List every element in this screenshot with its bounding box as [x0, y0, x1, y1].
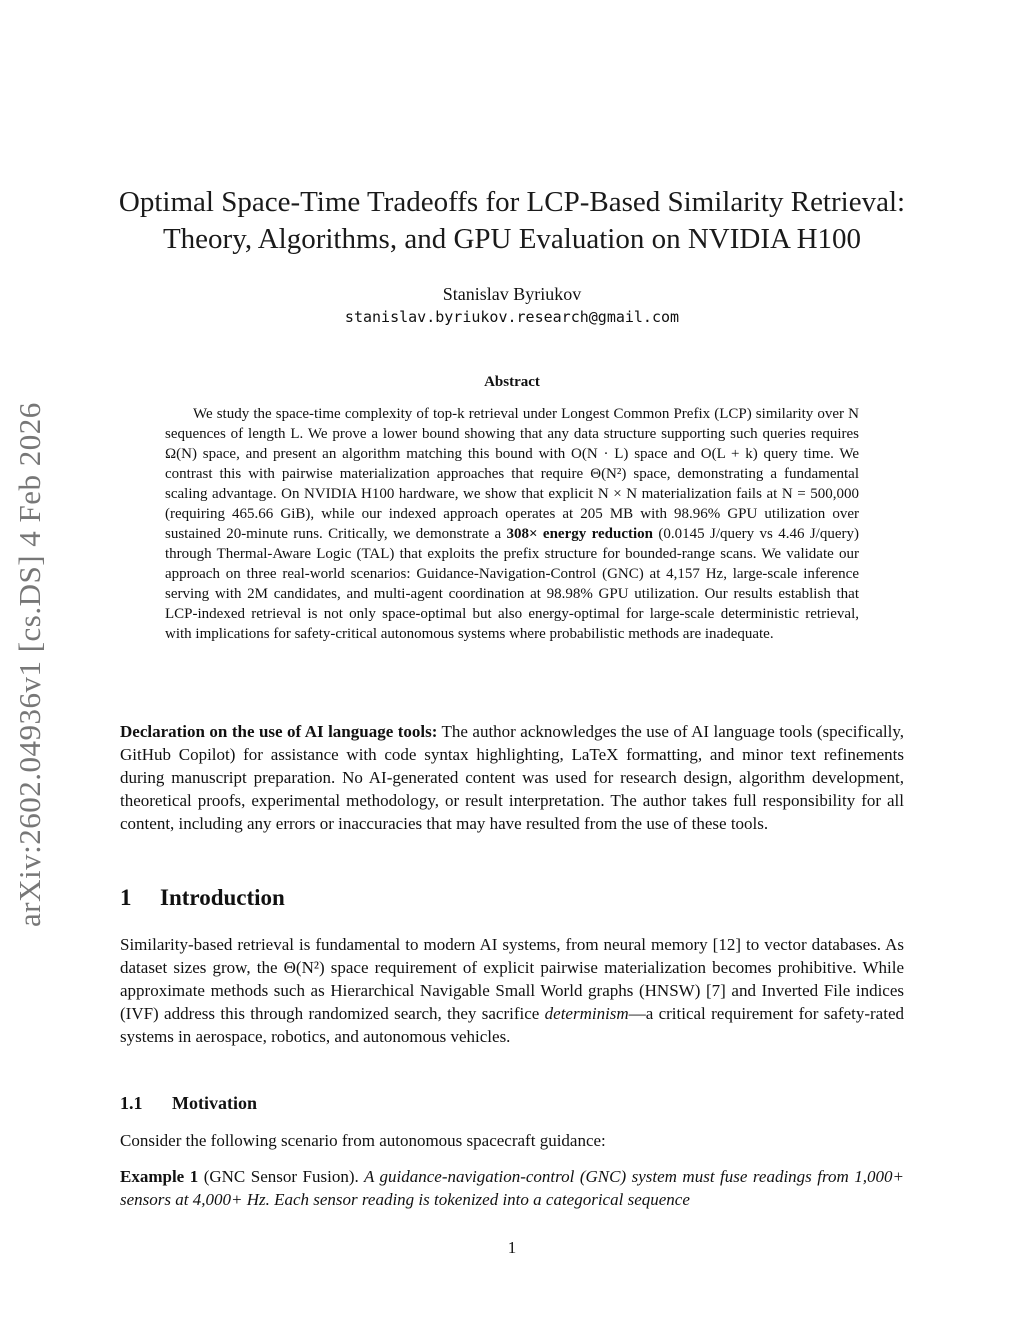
author-name: Stanislav Byriukov — [442, 284, 582, 304]
author-email[interactable]: stanislav.byriukov.research@gmail.com — [344, 308, 680, 326]
arxiv-identifier[interactable]: arXiv:2602.04936v1 [cs.DS] 4 Feb 2026 — [12, 402, 47, 928]
declaration-text: The author acknowledges the use of AI language tools (specifically, GitHub Copilot) for assistance with code syntax highlighting, LaTeX formatting, and minor text refinements during manuscript preparation. No AI-generated content was used for research design, algorithm development, theoretical proofs, experimental methodology, or result interpretation. The author takes full responsibility for all content, including any errors or inaccuracies that may have resulted from the use of these tools. — [120, 722, 904, 833]
ai-declaration — [120, 720, 904, 835]
intro-text-b: —a critical requirement for safety-rated systems in aerospace, robotics, and autonomous vehicles. — [120, 1004, 904, 1046]
abstract-heading: Abstract — [484, 374, 540, 390]
introduction-paragraph — [120, 933, 904, 1048]
abstract-text-part-2: (0.0145 J/query vs 4.46 J/query) through Thermal-Aware Logic (TAL) that exploits the prefix structure for bounded-range scans. We validate our approach on three real-world scenarios: Guidance-Navigation-Control (GNC) at 4,157 Hz, large-scale inference serving with 2M candidates, and multi-agent coordination at 98.98% GPU utilization. Our results establish that LCP-indexed retrieval is not only space-optimal but also energy-optimal for large-scale deterministic retrieval, with implications for safety-critical autonomous systems where probabilistic methods are inadequate. — [165, 526, 859, 642]
abstract-text — [165, 404, 859, 644]
declaration-label: Declaration on the use of AI language tools: — [120, 722, 438, 741]
example-caption: (GNC Sensor Fusion). — [198, 1167, 359, 1186]
subsection-number: 1.1 — [120, 1093, 143, 1113]
example-label: Example 1 — [120, 1167, 199, 1186]
example-block — [120, 1165, 904, 1211]
title-line-1: Optimal Space-Time Tradeoffs for LCP-Based Similarity Retrieval: — [118, 186, 906, 218]
intro-text-a: Similarity-based retrieval is fundamental to modern AI systems, from neural memory [12] to vector databases. As dataset sizes grow, the Θ(N²) space requirement of explicit pairwise materialization becomes prohibitive. While approximate methods such as Hierarchical Navigable Small World graphs (HNSW) [7] and Inverted File indices (IVF) address this through randomized search, they sacrifice — [120, 935, 904, 1023]
motivation-paragraph: Consider the following scenario from autonomous spacecraft guidance: — [120, 1131, 606, 1150]
section-number: 1 — [120, 885, 132, 910]
title-line-2: Theory, Algorithms, and GPU Evaluation on NVIDIA H100 — [162, 223, 862, 255]
subsection-heading-motivation — [120, 1093, 257, 1114]
paper-title — [100, 184, 924, 258]
page-number: 1 — [507, 1238, 517, 1257]
example-text: A guidance-navigation-control (GNC) system must fuse readings from 1,000+ sensors at 4,000+ Hz. Each sensor reading is tokenized into a categorical sequence — [120, 1167, 904, 1209]
section-heading-introduction — [120, 885, 285, 911]
abstract-highlight: 308× energy reduction — [506, 526, 654, 542]
abstract-text-part-1: We study the space-time complexity of top-k retrieval under Longest Common Prefix (LCP) similarity over N sequences of length L. We prove a lower bound showing that any data structure supporting such queries requires Ω(N) space, and present an algorithm matching this bound with O(N · L) space and O(L + k) query time. We contrast this with pairwise materialization approaches that require Θ(N²) space, demonstrating a fundamental scaling advantage. On NVIDIA H100 hardware, we show that explicit N × N materialization fails at N = 500,000 (requiring 465.66 GiB), while our indexed approach operates at 205 MB with 98.96% GPU utilization over sustained 20-minute runs. Critically, we demonstrate a — [165, 406, 859, 542]
intro-emphasis: determinism — [544, 1004, 629, 1023]
section-title: Introduction — [160, 885, 285, 910]
subsection-title: Motivation — [172, 1093, 257, 1113]
